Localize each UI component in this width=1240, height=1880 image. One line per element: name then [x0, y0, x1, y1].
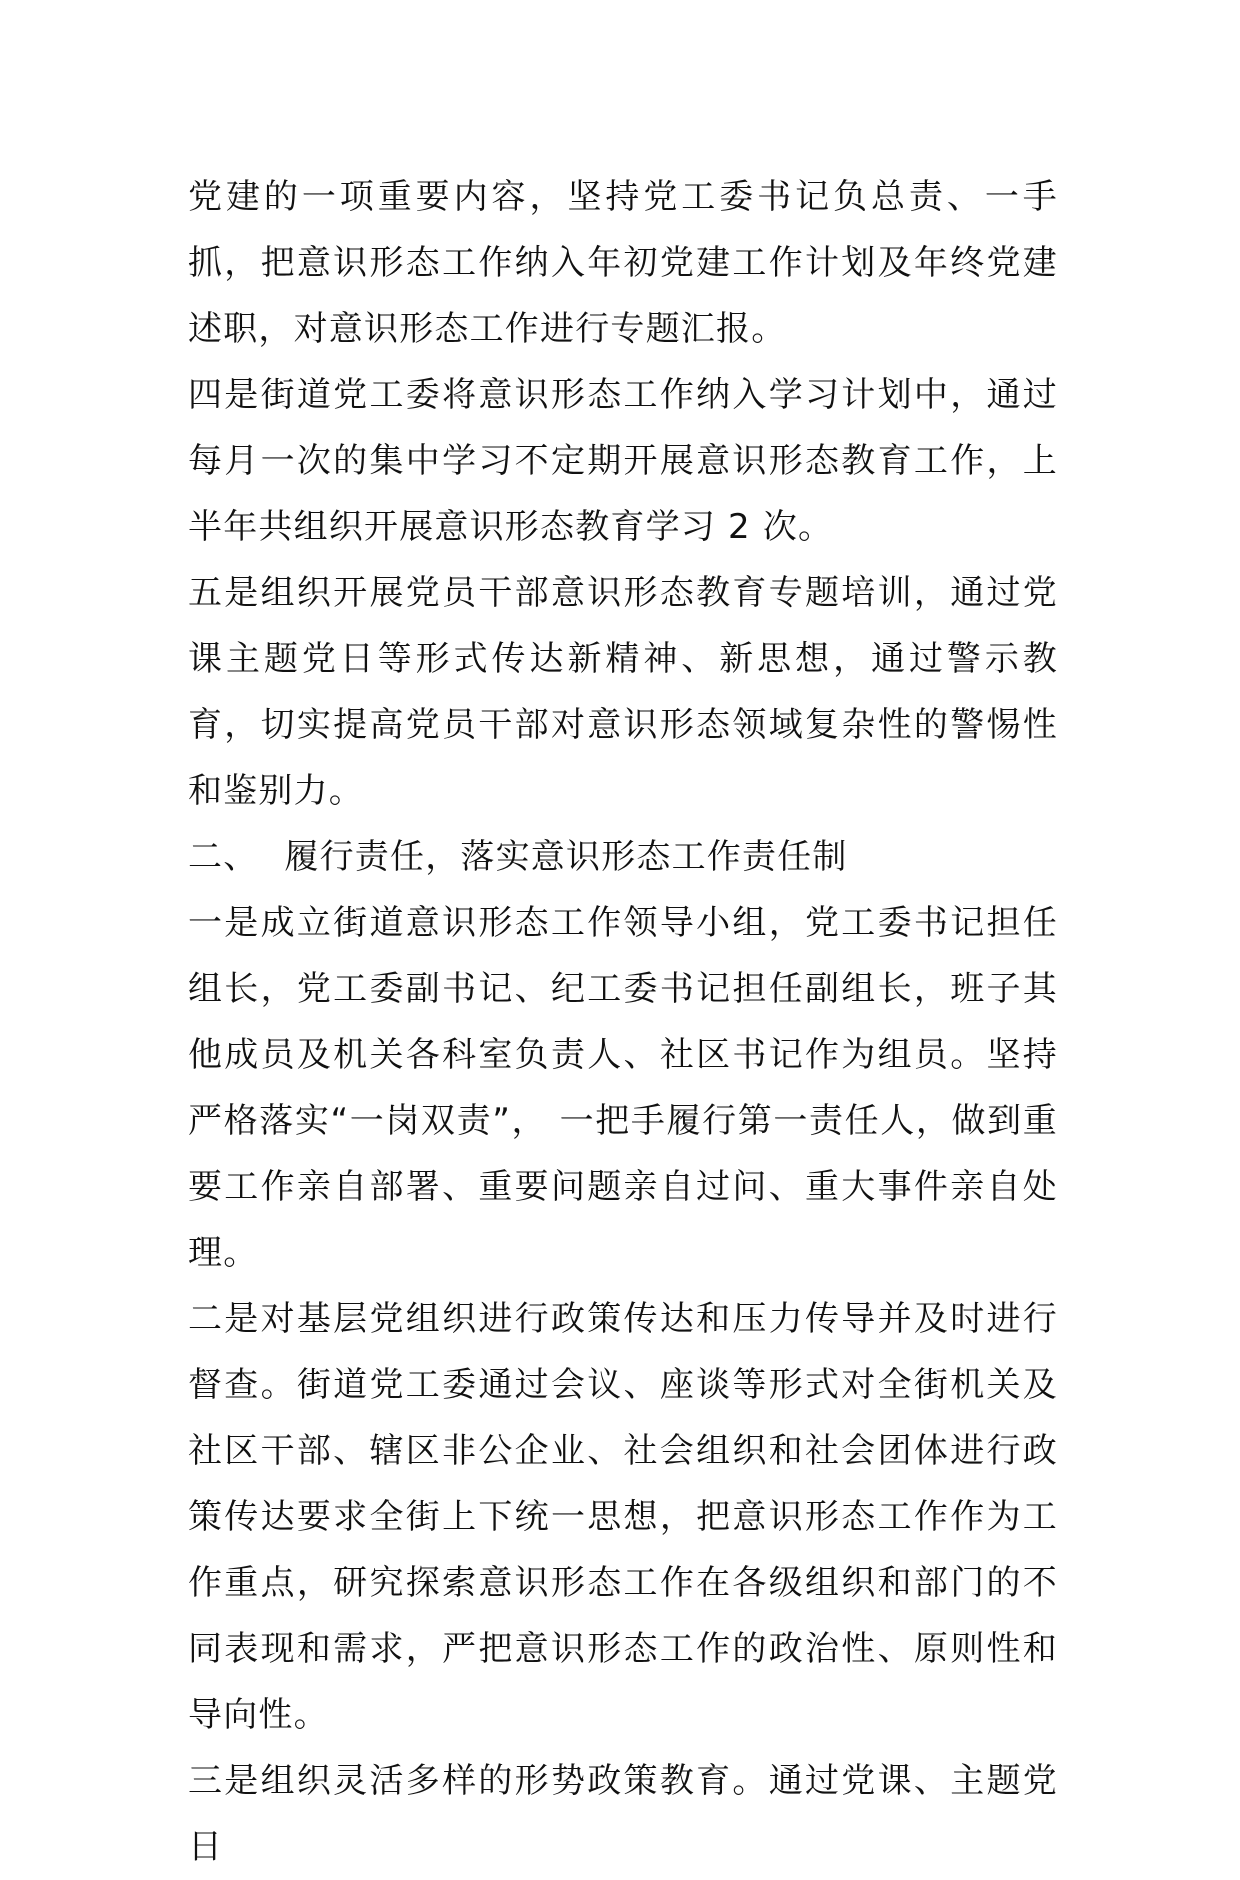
- paragraph-point-three: 三是组织灵活多样的形势政策教育。通过党课、主题党日: [188, 1761, 1058, 1867]
- section-heading: [188, 824, 1058, 890]
- section-heading-number: 二、: [188, 837, 259, 877]
- paragraph-point-one: 一是成立街道意识形态工作领导小组，党工委书记担任组长，党工委副书记、纪工委书记担任副组长，班子其他成员及机关各科室负责人、社区书记作为组员。坚持严格落实“一岗双责”， 一把手履行第一责任人，做到重要工作亲自部署、重要问题亲自过问、重大事件亲自处理。: [188, 903, 1058, 1273]
- paragraph-point-two: 二是对基层党组织进行政策传达和压力传导并及时进行督查。街道党工委通过会议、座谈等形式对全街机关及社区干部、辖区非公企业、社会组织和社会团体进行政策传达要求全街上下统一思想，把意识形态工作作为工作重点，研究探索意识形态工作在各级组织和部门的不同表现和需求，严把意识形态工作的政治性、原则性和导向性。: [188, 1299, 1058, 1735]
- paragraph-continuation: 党建的一项重要内容，坚持党工委书记负总责、一手抓，把意识形态工作纳入年初党建工作计划及年终党建述职，对意识形态工作进行专题汇报。: [188, 177, 1058, 349]
- paragraph-point-four: 四是街道党工委将意识形态工作纳入学习计划中，通过每月一次的集中学习不定期开展意识形态教育工作，上半年共组织开展意识形态教育学习 2 次。: [188, 375, 1058, 547]
- paragraph-point-five: 五是组织开展党员干部意识形态教育专题培训，通过党课主题党日等形式传达新精神、新思想，通过警示教育，切实提高党员干部对意识形态领域复杂性的警惕性和鉴别力。: [188, 573, 1058, 811]
- document-body: [188, 164, 1058, 1880]
- section-heading-text: 履行责任，落实意识形态工作责任制: [284, 837, 848, 877]
